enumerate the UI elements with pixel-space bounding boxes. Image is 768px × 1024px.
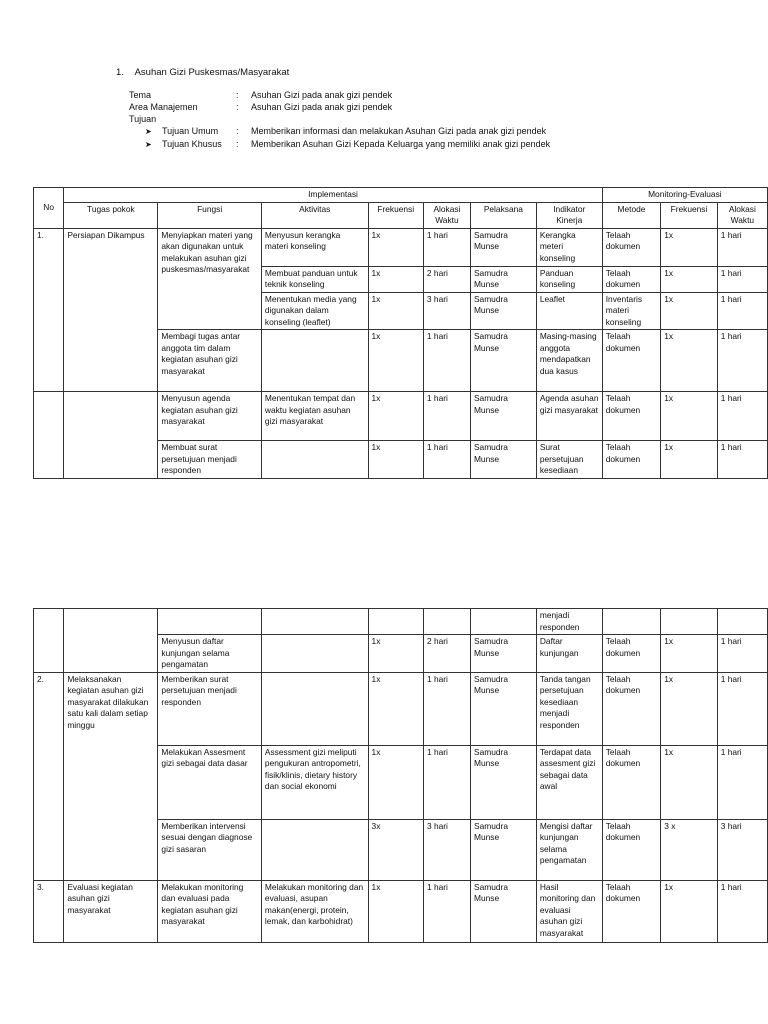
cell-indikator: Mengisi daftar kunjungan selama pengamatan	[536, 819, 602, 880]
cell-pelaksana: Samudra Munse	[471, 819, 537, 880]
cell-frekuensi: 1x	[368, 672, 423, 745]
cell-aktivitas: Membuat panduan untuk teknik konseling	[261, 266, 368, 292]
cell-no	[34, 609, 64, 673]
cell-aktivitas	[261, 330, 368, 392]
cell-frekuensi-me: 1x	[661, 228, 717, 266]
cell-frekuensi-me: 1x	[661, 745, 717, 819]
cell-alokasi-me: 1 hari	[717, 266, 767, 292]
cell-frekuensi-me	[661, 609, 717, 635]
header-alokasi-waktu-me: Alokasi Waktu	[717, 202, 767, 228]
header-frekuensi-me: Frekuensi	[661, 202, 717, 228]
cell-metode: Telaah dokumen	[602, 228, 661, 266]
cell-pelaksana: Samudra Munse	[470, 392, 536, 441]
header-fungsi: Fungsi	[158, 202, 262, 228]
meta-colon: :	[236, 90, 239, 100]
cell-alokasi-me: 3 hari	[717, 819, 767, 880]
meta-tujuan-umum	[129, 126, 689, 137]
arrow-bullet-icon: ➤	[145, 140, 152, 149]
cell-alokasi-me: 1 hari	[717, 635, 767, 673]
cell-indikator: menjadi responden	[536, 609, 602, 635]
cell-fungsi	[158, 609, 262, 635]
cell-metode: Telaah dokumen	[602, 672, 661, 745]
cell-alokasi-me: 1 hari	[717, 228, 767, 266]
cell-indikator: Terdapat data assesment gizi sebagai data awal	[536, 745, 602, 819]
cell-aktivitas	[261, 635, 368, 673]
cell-frekuensi-me: 1x	[661, 672, 717, 745]
cell-aktivitas: Menentukan tempat dan waktu kegiatan asuhan gizi masyarakat	[261, 392, 368, 441]
cell-tugas-pokok: Melaksanakan kegiatan asuhan gizi masyarakat dilakukan satu kali dalam setiap minggu	[64, 672, 158, 880]
cell-alokasi-me: 1 hari	[717, 672, 767, 745]
cell-tugas-pokok	[64, 392, 158, 479]
header-no: No	[34, 188, 64, 229]
cell-alokasi: 1 hari	[423, 672, 470, 745]
cell-alokasi-me: 1 hari	[717, 441, 767, 479]
section-heading	[116, 67, 289, 78]
cell-alokasi: 3 hari	[423, 292, 470, 330]
header-aktivitas: Aktivitas	[261, 202, 368, 228]
cell-alokasi-me: 1 hari	[717, 745, 767, 819]
cell-frekuensi-me: 1x	[661, 330, 717, 392]
cell-fungsi: Melakukan monitoring dan evaluasi pada kegiatan asuhan gizi masyarakat	[158, 880, 262, 942]
cell-frekuensi: 1x	[368, 330, 423, 392]
cell-indikator: Kerangka meteri konseling	[536, 228, 602, 266]
cell-aktivitas	[261, 672, 368, 745]
cell-alokasi	[423, 609, 470, 635]
cell-indikator: Agenda asuhan gizi masyarakat	[536, 392, 602, 441]
meta-colon: :	[236, 102, 239, 112]
meta-label: Tujuan Khusus	[162, 139, 222, 149]
cell-metode: Telaah dokumen	[602, 880, 661, 942]
cell-alokasi: 1 hari	[423, 330, 470, 392]
cell-frekuensi: 1x	[368, 228, 423, 266]
cell-frekuensi: 1x	[368, 635, 423, 673]
section-number: 1.	[116, 67, 124, 78]
cell-frekuensi: 3x	[368, 819, 423, 880]
cell-fungsi: Memberikan surat persetujuan menjadi responden	[158, 672, 262, 745]
cell-pelaksana: Samudra Munse	[470, 228, 536, 266]
meta-label: Tema	[129, 90, 152, 100]
meta-value: Memberikan informasi dan melakukan Asuhan Gizi pada anak gizi pendek	[251, 126, 547, 136]
table-row	[34, 228, 768, 266]
header-indikator-kinerja: Indikator Kinerja	[536, 202, 602, 228]
program-table-page1	[33, 187, 768, 479]
table-row	[34, 609, 768, 635]
meta-label: Tujuan Umum	[162, 126, 219, 136]
cell-aktivitas	[261, 441, 368, 479]
header-pelaksana: Pelaksana	[470, 202, 536, 228]
cell-aktivitas: Melakukan monitoring dan evaluasi, asupan makan(energi, protein, lemak, dan karbohidrat)	[261, 880, 368, 942]
cell-aktivitas: Assessment gizi meliputi pengukuran antropometri, fisik/klinis, dietary history dan social ekonomi	[261, 745, 368, 819]
arrow-bullet-icon: ➤	[145, 127, 152, 136]
cell-fungsi: Menyusun agenda kegiatan asuhan gizi masyarakat	[158, 392, 262, 441]
cell-indikator: Hasil monitoring dan evaluasi asuhan gizi masyarakat	[536, 880, 602, 942]
cell-fungsi: Menyiapkan materi yang akan digunakan untuk melakukan asuhan gizi puskesmas/masyarakat	[158, 228, 262, 330]
cell-frekuensi: 1x	[368, 292, 423, 330]
cell-alokasi: 2 hari	[423, 635, 470, 673]
meta-label: Tujuan	[129, 114, 157, 124]
cell-alokasi: 1 hari	[423, 392, 470, 441]
header-tugas-pokok: Tugas pokok	[64, 202, 158, 228]
meta-value: Asuhan Gizi pada anak gizi pendek	[251, 90, 393, 100]
cell-frekuensi-me: 1x	[661, 392, 717, 441]
section-title: Asuhan Gizi Puskesmas/Masyarakat	[134, 67, 290, 78]
cell-tugas-pokok: Evaluasi kegiatan asuhan gizi masyarakat	[64, 880, 158, 942]
cell-aktivitas	[261, 609, 368, 635]
cell-fungsi: Membuat surat persetujuan menjadi responden	[158, 441, 262, 479]
header-frekuensi: Frekuensi	[368, 202, 423, 228]
meta-colon: :	[236, 126, 239, 136]
cell-frekuensi: 1x	[368, 266, 423, 292]
cell-frekuensi: 1x	[368, 880, 423, 942]
cell-frekuensi: 1x	[368, 392, 423, 441]
cell-indikator: Tanda tangan persetujuan kesediaan menjadi responden	[536, 672, 602, 745]
cell-metode: Telaah dokumen	[602, 441, 661, 479]
cell-fungsi: Memberikan intervensi sesuai dengan diagnose gizi sasaran	[158, 819, 262, 880]
cell-alokasi: 1 hari	[423, 228, 470, 266]
header-monitoring: Monitoring-Evaluasi	[602, 188, 767, 203]
cell-alokasi: 3 hari	[423, 819, 470, 880]
cell-pelaksana: Samudra Munse	[470, 441, 536, 479]
cell-alokasi: 1 hari	[423, 745, 470, 819]
meta-label: Area Manajemen	[129, 102, 198, 112]
meta-value: Asuhan Gizi pada anak gizi pendek	[251, 102, 393, 112]
cell-alokasi: 1 hari	[423, 441, 470, 479]
table-row	[34, 392, 768, 441]
cell-metode: Telaah dokumen	[602, 635, 661, 673]
cell-tugas-pokok: Persiapan Dikampus	[64, 228, 158, 392]
cell-indikator: Leaflet	[536, 292, 602, 330]
meta-value: Memberikan Asuhan Gizi Kepada Keluarga yang memiliki anak gizi pendek	[251, 139, 551, 149]
meta-colon: :	[236, 139, 239, 149]
cell-frekuensi: 1x	[368, 441, 423, 479]
cell-pelaksana: Samudra Munse	[471, 745, 537, 819]
cell-pelaksana	[471, 609, 537, 635]
cell-pelaksana: Samudra Munse	[470, 292, 536, 330]
cell-no: 1.	[34, 228, 64, 392]
cell-metode	[602, 609, 661, 635]
cell-frekuensi-me: 1x	[661, 880, 717, 942]
cell-alokasi: 2 hari	[423, 266, 470, 292]
table-row	[34, 880, 768, 942]
cell-frekuensi: 1x	[368, 745, 423, 819]
cell-alokasi-me: 1 hari	[717, 880, 767, 942]
cell-metode: Telaah dokumen	[602, 819, 661, 880]
cell-aktivitas: Menyusun kerangka materi konseling	[261, 228, 368, 266]
cell-indikator: Daftar kunjungan	[536, 635, 602, 673]
header-metode: Metode	[602, 202, 661, 228]
cell-frekuensi	[368, 609, 423, 635]
cell-metode: Telaah dokumen	[602, 330, 661, 392]
meta-tema	[129, 90, 589, 101]
cell-pelaksana: Samudra Munse	[470, 330, 536, 392]
meta-area	[129, 102, 589, 113]
cell-alokasi: 1 hari	[423, 880, 470, 942]
cell-aktivitas: Menentukan media yang digunakan dalam konseling (leaflet)	[261, 292, 368, 330]
cell-pelaksana: Samudra Munse	[470, 266, 536, 292]
cell-alokasi-me: 1 hari	[717, 392, 767, 441]
cell-indikator: Panduan konseling	[536, 266, 602, 292]
cell-frekuensi-me: 1x	[661, 635, 717, 673]
header-implementasi: Implementasi	[64, 188, 602, 203]
cell-metode: Telaah dokumen	[602, 392, 661, 441]
cell-tugas-pokok	[64, 609, 158, 673]
cell-aktivitas	[261, 819, 368, 880]
cell-metode: Telaah dokumen	[602, 266, 661, 292]
cell-metode: Inventaris materi konseling	[602, 292, 661, 330]
meta-tujuan	[129, 114, 589, 125]
cell-fungsi: Menyusun daftar kunjungan selama pengamatan	[158, 635, 262, 673]
header-alokasi-waktu: Alokasi Waktu	[423, 202, 470, 228]
cell-alokasi-me: 1 hari	[717, 330, 767, 392]
cell-pelaksana: Samudra Munse	[471, 880, 537, 942]
cell-no	[34, 392, 64, 479]
cell-pelaksana: Samudra Munse	[471, 672, 537, 745]
cell-frekuensi-me: 3 x	[661, 819, 717, 880]
cell-frekuensi-me: 1x	[661, 266, 717, 292]
cell-indikator: Surat persetujuan kesediaan	[536, 441, 602, 479]
cell-pelaksana: Samudra Munse	[471, 635, 537, 673]
cell-alokasi-me	[717, 609, 767, 635]
cell-frekuensi-me: 1x	[661, 292, 717, 330]
cell-indikator: Masing-masing anggota mendapatkan dua kasus	[536, 330, 602, 392]
meta-tujuan-khusus	[129, 139, 689, 150]
cell-no: 2.	[34, 672, 64, 880]
table-row	[34, 672, 768, 745]
program-table-page2	[33, 608, 768, 943]
cell-metode: Telaah dokumen	[602, 745, 661, 819]
cell-frekuensi-me: 1x	[661, 441, 717, 479]
cell-fungsi: Melakukan Assesment gizi sebagai data dasar	[158, 745, 262, 819]
cell-fungsi: Membagi tugas antar anggota tim dalam kegiatan asuhan gizi masyarakat	[158, 330, 262, 392]
cell-alokasi-me: 1 hari	[717, 292, 767, 330]
cell-no: 3.	[34, 880, 64, 942]
